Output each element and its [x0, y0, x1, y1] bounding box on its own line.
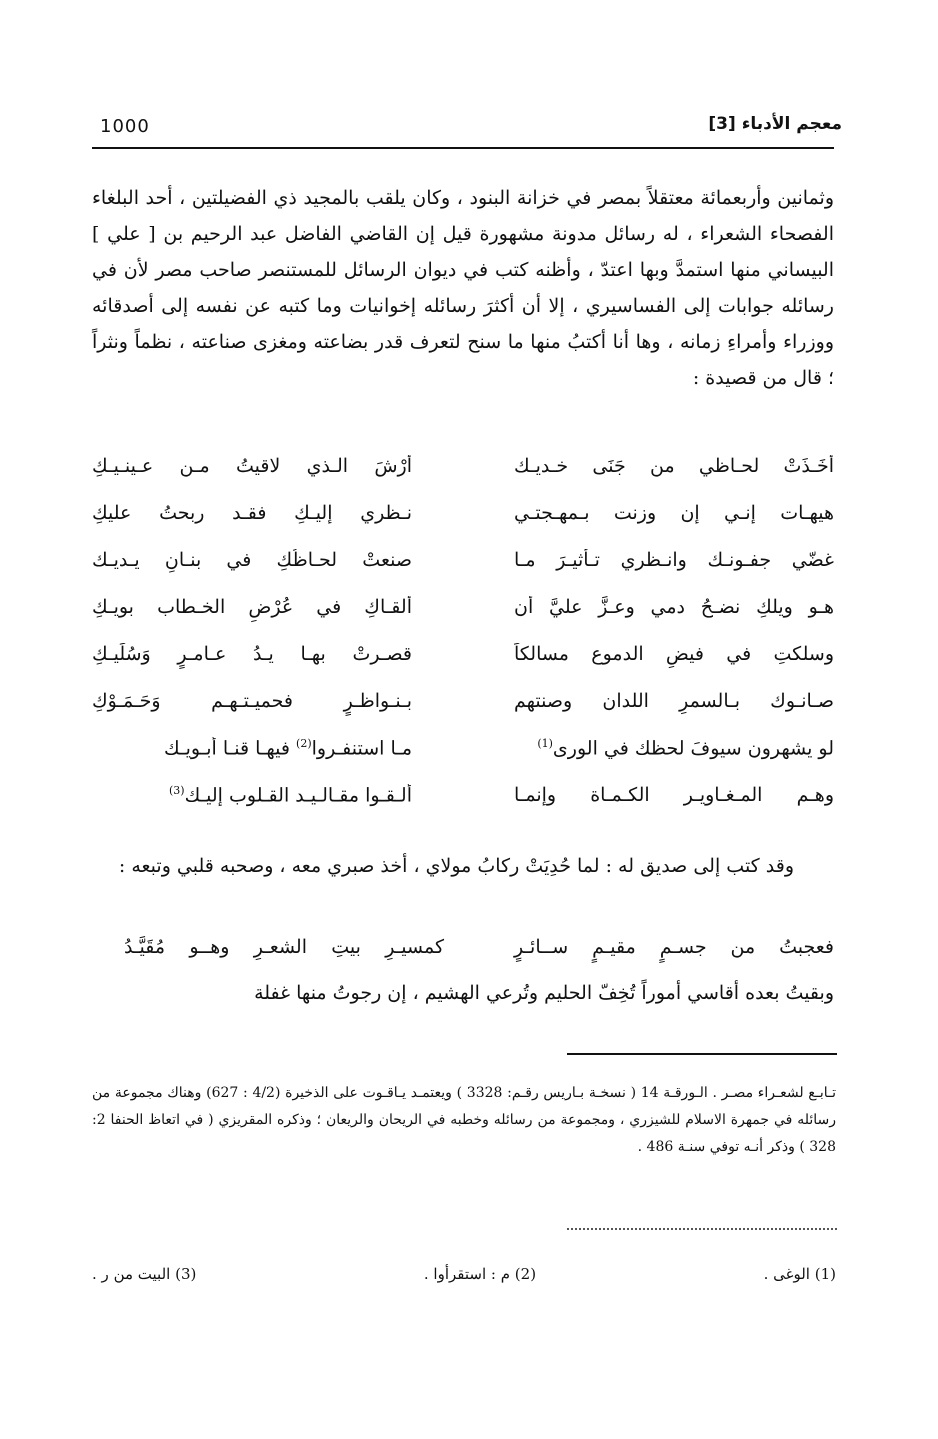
poem-line-7 [92, 737, 834, 784]
footnote-rule [567, 1053, 837, 1055]
hemistich-right: صـانـوك بـالسمرِ اللدان وصنتهم [514, 690, 834, 712]
hemistich-right [514, 737, 834, 784]
hemistich-left: قصـرتْ بهـا يـدُ عـامـرٍ وَسُلَيـكِ [92, 643, 412, 665]
hemistich-right: هـو ويلكِ نضـحُ دمي وعـزَّ عليَّ أن [514, 596, 834, 618]
letter-paragraph: وقد كتب إلى صديق له : لما حُدِيَتْ ركابُ مولاي ، أخذ صبري معه ، وصحبه قلبي وتبعه : [118, 855, 794, 877]
footnote-marker-1: (1) [537, 737, 553, 750]
poem [92, 455, 834, 831]
hemistich-right: أَخَـذَتْ لحـاظي من جَنَى خـديـك [514, 455, 834, 477]
hemistich-left: كمسيـرِ بيتِ الشعـرِ وهــو مُقَيَّـدُ [124, 936, 444, 958]
hemistich-left [92, 784, 412, 831]
hemistich-right: غضّي جفـونـك وانـظري تـأثيـرَ مـا [514, 549, 834, 571]
note-1: (1) الوغى . [763, 1265, 836, 1283]
footnote-marker-3: (3) [168, 784, 185, 797]
poem-line-6 [92, 690, 834, 737]
hemistich-text-tail: فيهـا قنـا أبـويـك [164, 737, 297, 760]
hemistich-left: نـظري إليـكِ فقـد ربحتُ عليكِ [92, 502, 412, 524]
hemistich-left: بـنـواظـرٍ فحميـتـهـم وَحَـمَـوْكِ [92, 690, 412, 712]
hemistich-left [92, 737, 412, 784]
source-footnote: تـابـع لشعـراء مصـر . الـورقـة 14 ( نسخـة بـاريس رقـم: 3328 ) ويعتمـد يـاقـوت على الذخيرة (4/2 : 627) وهناك مجموعة من رسائله في جمهرة الاسلام للشيزري ، ومجموعة من رسائله وخطبه في الريحان والريعان ؛ وذكره المقريزي ( في اتعاظ الحنفا 2: 328 ) وذكر أنـه توفي سنـة 486 . [92, 1085, 836, 1155]
main-paragraph: وثمانين وأربعمائة معتقلاً بمصر في خزانة البنود ، وكان يلقب بالمجيد ذي الفضيلتين ، أحد البلغاء الفصحاء الشعراء ، له رسائل مدونة مشهورة قيل إن القاضي الفاضل عبد الرحيم بن [ علي ] البيساني منها استمدَّ وبها اعتدّ ، وأظنه كتب في ديوان الرسائل للمستنصر صاحب مصر لأن في رسائله جوابات إلى الفساسيري ، إلا أن أكثرَ رسائله إخوانيات وما كتبه عن نفسه إلى أصدقائه ووزراء وأمراءِ زمانه ، وها أنا أكتبُ منها ما سنح لتعرف قدر بضاعته ومغزى صناعته ، نظماً ونثراً ؛ قال من قصيدة : [92, 187, 834, 389]
hemistich-right: وسلكتِ في فيضِ الدموع مسالكاً [514, 643, 834, 665]
notes-dotted-rule [567, 1228, 837, 1230]
poem-line-2 [92, 502, 834, 549]
closing-line: وبقيتُ بعده أقاسي أموراً تُخِفّ الحليم وتُرعي الهشيم ، إن رجوتُ منها غفلة [254, 982, 834, 1004]
hemistich-left: أَرْشَ الـذي لاقيتُ مـن عـينـيـكِ [92, 455, 412, 477]
hemistich-text: ألـقـوا مقـالـيـد القـلوب إليـك [184, 784, 412, 807]
poem-line-8 [92, 784, 834, 831]
page-number: 1000 [100, 116, 150, 137]
hemistich-right: فعجبتُ من جسـمٍ مقيـمٍ ســائـرٍ [514, 936, 834, 958]
hemistich-left: ألقـاكِ في عُرْضِ الخـطاب بويـكِ [92, 596, 412, 618]
single-verse [92, 936, 834, 958]
poem-line-4 [92, 596, 834, 643]
footnote-marker-2: (2) [296, 737, 312, 750]
running-title: معجم الأدباء [3] [708, 114, 842, 134]
hemistich-right: هيهـات إنـي إن وزنت بـمهـجتـي [514, 502, 834, 524]
hemistich-left: صنعتْ لحـاظُكِ في بنـانِ يـديـك [92, 549, 412, 571]
poem-line-1 [92, 455, 834, 502]
hemistich-text: مـا استنفـروا [311, 737, 412, 760]
header-rule [92, 147, 834, 149]
hemistich-text: لو يشهرون سيوفَ لحظك في الورى [552, 737, 834, 760]
note-3: (3) البيت من ر . [92, 1265, 197, 1283]
poem-line-3 [92, 549, 834, 596]
note-2: (2) م : استقرأوا . [423, 1265, 537, 1283]
poem-line-5 [92, 643, 834, 690]
apparatus-notes [92, 1265, 836, 1283]
hemistich-right: وهـم المـغـاويـر الكـمـاة وإنمـا [514, 784, 834, 806]
